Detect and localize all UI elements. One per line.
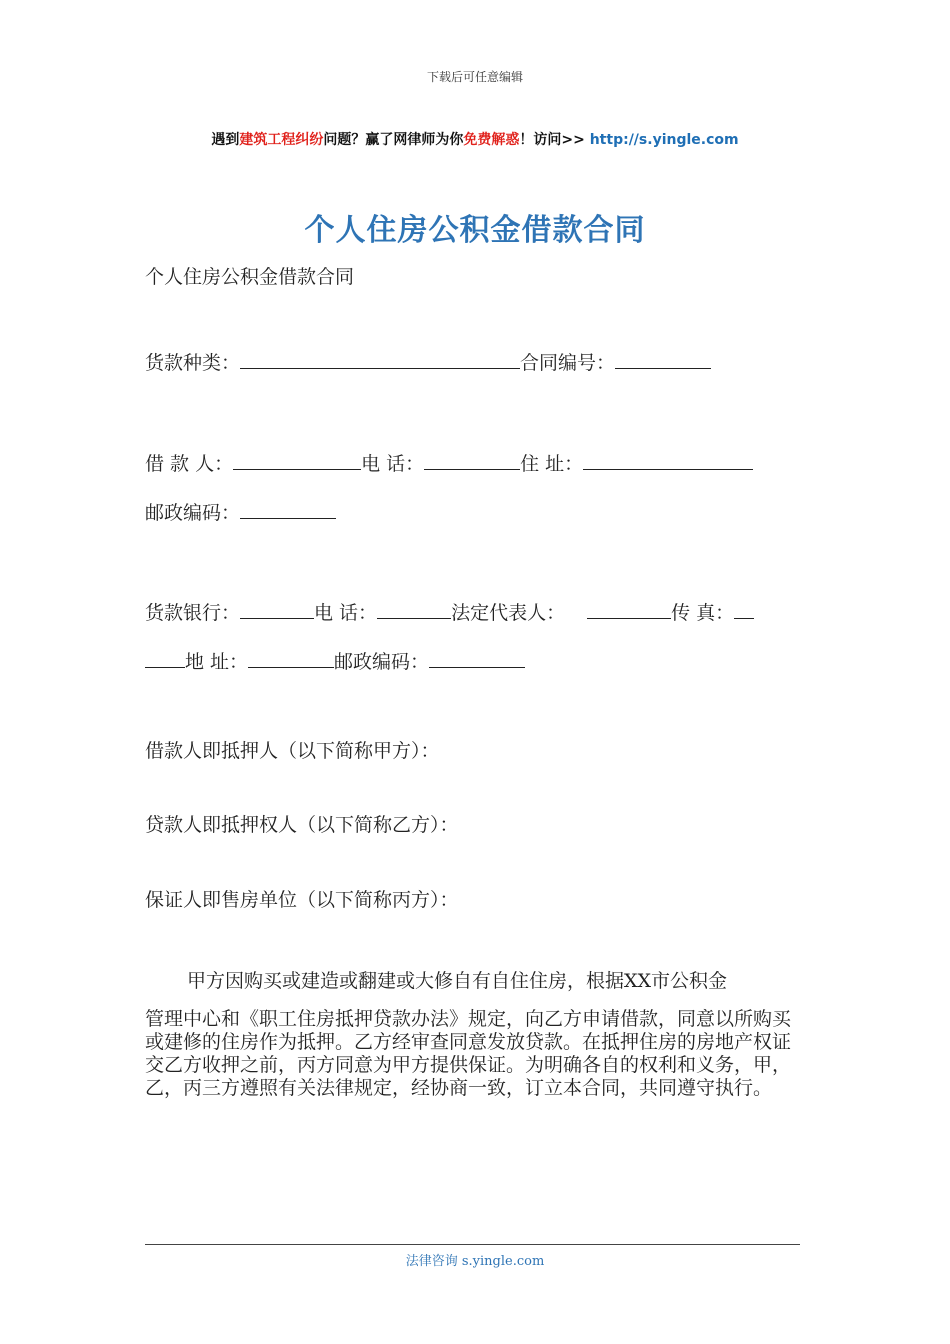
bank-address-blank[interactable] xyxy=(248,647,334,668)
promo-highlight-1: 建筑工程纠纷 xyxy=(239,132,324,148)
bank-postcode-label: 邮政编码： xyxy=(334,651,430,673)
borrower-phone-label: 电 话： xyxy=(361,453,425,475)
header-note: 下载后可任意编辑 xyxy=(426,70,523,84)
bank-address-label: 地 址： xyxy=(185,651,249,673)
borrower-postcode-label: 邮政编码： xyxy=(145,502,241,524)
body-rest: 管理中心和《职工住房抵押贷款办法》规定，向乙方申请借款，同意以所购买或建修的住房作为抵押。乙方经审查同意发放贷款。在抵押住房的房地产权证交乙方收押之前，丙方同意为甲方提供保证。为明确各自的权利和义务，甲，乙，丙三方遵照有关法律规定，经协商一致，订立本合同，共同遵守执行。 xyxy=(145,1008,792,1099)
bank-phone-blank[interactable] xyxy=(377,598,451,619)
loan-type-blank[interactable] xyxy=(240,348,520,369)
promo-text-3: ！访问>> xyxy=(519,132,590,148)
bank-row xyxy=(145,598,754,625)
bank-label: 货款银行： xyxy=(145,602,241,624)
borrower-address-blank[interactable] xyxy=(583,449,753,470)
document-title: 个人住房公积金借款合同 xyxy=(304,213,646,248)
body-paragraph xyxy=(145,970,807,1100)
footer-divider xyxy=(145,1244,800,1245)
promo-text-1: 遇到 xyxy=(211,132,240,148)
contract-no-blank[interactable] xyxy=(615,348,711,369)
borrower-phone-blank[interactable] xyxy=(424,449,520,470)
fax-blank-continued[interactable] xyxy=(145,647,185,668)
bank-blank[interactable] xyxy=(240,598,314,619)
body-line-1: 甲方因购买或建造或翻建或大修自有自住住房，根据XX市公积金 xyxy=(187,970,728,992)
promo-highlight-2: 免费解惑 xyxy=(463,132,520,148)
footer-link[interactable]: 法律咨询 s.yingle.com xyxy=(405,1254,545,1269)
bank-phone-label: 电 话： xyxy=(314,602,378,624)
subtitle: 个人住房公积金借款合同 xyxy=(145,266,355,288)
fax-label: 传 真： xyxy=(671,602,735,624)
promo-link[interactable]: http://s.yingle.com xyxy=(589,132,739,148)
legal-rep-blank[interactable] xyxy=(587,598,671,619)
promo-text-2: 问题？赢了网律师为你 xyxy=(323,132,464,148)
party-c: 保证人即售房单位（以下简称丙方）： xyxy=(145,889,459,911)
borrower-address-label: 住 址： xyxy=(520,453,584,475)
promo-banner[interactable] xyxy=(0,129,950,149)
loan-type-row xyxy=(145,348,711,375)
borrower-postcode-row xyxy=(145,498,336,525)
bank-postcode-blank[interactable] xyxy=(429,647,525,668)
borrower-blank[interactable] xyxy=(233,449,361,470)
party-b: 贷款人即抵押权人（以下简称乙方）： xyxy=(145,814,459,836)
party-a: 借款人即抵押人（以下简称甲方）： xyxy=(145,740,440,762)
bank-address-row xyxy=(145,647,525,674)
borrower-postcode-blank[interactable] xyxy=(240,498,336,519)
legal-rep-label: 法定代表人： xyxy=(451,602,566,624)
fax-blank[interactable] xyxy=(734,598,754,619)
borrower-row xyxy=(145,449,753,476)
borrower-label: 借 款 人： xyxy=(145,453,234,475)
contract-no-label: 合同编号： xyxy=(520,352,616,374)
loan-type-label: 货款种类： xyxy=(145,352,241,374)
